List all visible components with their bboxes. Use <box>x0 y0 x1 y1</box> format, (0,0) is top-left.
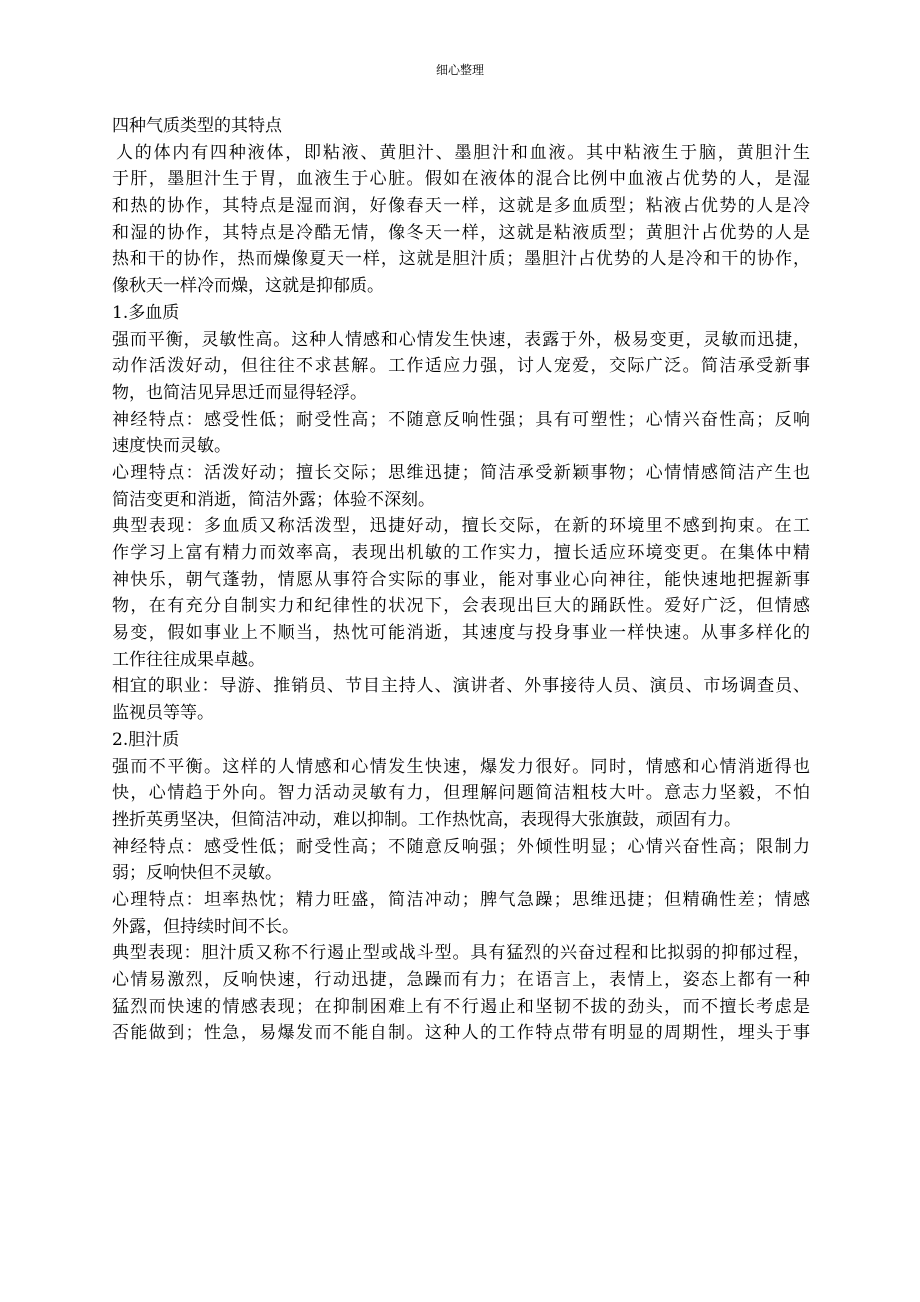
text-line: 心情易激烈，反响快速，行动迅捷，急躁而有力；在语言上，表情上，姿态上都有一种 <box>112 970 810 990</box>
text-line: 热和干的协作，热而燥像夏天一样，这就是胆汁质；墨胆汁占优势的人是冷和干的协作， <box>112 249 810 270</box>
text-line: 强而不平衡。这样的人情感和心情发生快速，爆发力很好。同时，情感和心情消逝得也 <box>112 756 810 777</box>
choleric-neural-traits <box>112 834 810 887</box>
section-heading-sanguine: 1.多血质 <box>112 302 180 323</box>
text-line: 典型表现：多血质又称活泼型，迅捷好动，擅长交际，在新的环境里不感到拘束。在工 <box>112 516 810 537</box>
text-line: 易变，假如事业上不顺当，热忱可能消逝，其速度与投身事业一样快速。从事多样化的 <box>112 623 810 644</box>
text-line: 监视员等等。 <box>112 703 214 724</box>
intro-paragraph <box>112 140 810 300</box>
text-line: 心理特点：活泼好动；擅长交际；思维迅捷；简洁承受新颖事物；心情情感简洁产生也 <box>112 462 810 483</box>
text-line: 弱；反响快但不灵敏。 <box>112 863 282 884</box>
document-title: 四种气质类型的其特点 <box>112 116 282 136</box>
text-line: 和热的协作，其特点是湿而润，好像春天一样，这就是多血质型；粘液占优势的人是冷 <box>112 196 810 217</box>
sanguine-description <box>112 327 810 407</box>
text-line: 简洁变更和消逝，简洁外露；体验不深刻。 <box>112 489 435 510</box>
text-line: 神经特点：感受性低；耐受性高；不随意反响强；外倾性明显；心情兴奋性高；限制力 <box>112 836 810 857</box>
text-line: 像秋天一样冷而燥，这就是抑郁质。 <box>112 276 384 297</box>
text-line: 猛烈而快速的情感表现；在抑制困难上有不行遏止和坚韧不拔的劲头，而不擅长考虑是 <box>112 996 810 1017</box>
text-line: 快，心情趋于外向。智力活动灵敏有力，但理解问题简洁粗枝大叶。意志力坚毅，不怕 <box>112 783 810 804</box>
text-line: 动作活泼好动，但往往不求甚解。工作适应力强，讨人宠爱，交际广泛。简洁承受新事 <box>112 356 810 377</box>
text-line: 外露，但持续时间不长。 <box>112 916 299 937</box>
text-line: 工作往往成果卓越。 <box>112 649 265 670</box>
text-line: 挫折英勇坚决，但简洁冲动，难以抑制。工作热忱高，表现得大张旗鼓，顽固有力。 <box>112 809 741 830</box>
document-body <box>112 113 810 1047</box>
page-header: 细心整理 <box>435 63 484 77</box>
text-line: 神快乐，朝气蓬勃，情愿从事符合实际的事业，能对事业心向神往，能快速地把握新事 <box>112 569 810 590</box>
choleric-description <box>112 754 810 834</box>
section-heading-choleric: 2.胆汁质 <box>112 729 180 750</box>
sanguine-jobs <box>112 673 810 726</box>
choleric-psych-traits <box>112 887 810 940</box>
text-line: 神经特点：感受性低；耐受性高；不随意反响性强；具有可塑性；心情兴奋性高；反响 <box>112 409 810 430</box>
text-line: 心理特点：坦率热忱；精力旺盛，简洁冲动；脾气急躁；思维迅捷；但精确性差；情感 <box>112 889 810 910</box>
text-line: 相宜的职业：导游、推销员、节目主持人、演讲者、外事接待人员、演员、市场调查员、 <box>112 676 810 697</box>
text-line: 强而平衡，灵敏性高。这种人情感和心情发生快速，表露于外，极易变更，灵敏而迅捷， <box>112 329 810 350</box>
text-line: 物，在有充分自制实力和纪律性的状况下，会表现出巨大的踊跃性。爱好广泛，但情感 <box>112 596 810 617</box>
text-line: 速度快而灵敏。 <box>112 436 231 457</box>
sanguine-psych-traits <box>112 460 810 513</box>
text-line: 和湿的协作，其特点是冷酷无情，像冬天一样，这就是粘液质型；黄胆汁占优势的人是 <box>112 222 810 243</box>
text-line: 于肝，墨胆汁生于胃，血液生于心脏。假如在液体的混合比例中血液占优势的人，是湿 <box>112 169 810 190</box>
sanguine-neural-traits <box>112 407 810 460</box>
choleric-typical <box>112 940 810 1047</box>
text-line: 否能做到；性急，易爆发而不能自制。这种人的工作特点带有明显的周期性，埋头于事 <box>112 1023 810 1044</box>
text-line: 作学习上富有精力而效率高，表现出机敏的工作实力，擅长适应环境变更。在集体中精 <box>112 543 810 563</box>
text-line: 典型表现：胆汁质又称不行遏止型或战斗型。具有猛烈的兴奋过程和比拟弱的抑郁过程， <box>112 943 810 964</box>
text-line: 物，也简洁见异思迁而显得轻浮。 <box>112 382 367 403</box>
sanguine-typical <box>112 513 810 673</box>
text-line: 人的体内有四种液体，即粘液、黄胆汁、墨胆汁和血液。其中粘液生于脑，黄胆汁生 <box>116 142 810 163</box>
